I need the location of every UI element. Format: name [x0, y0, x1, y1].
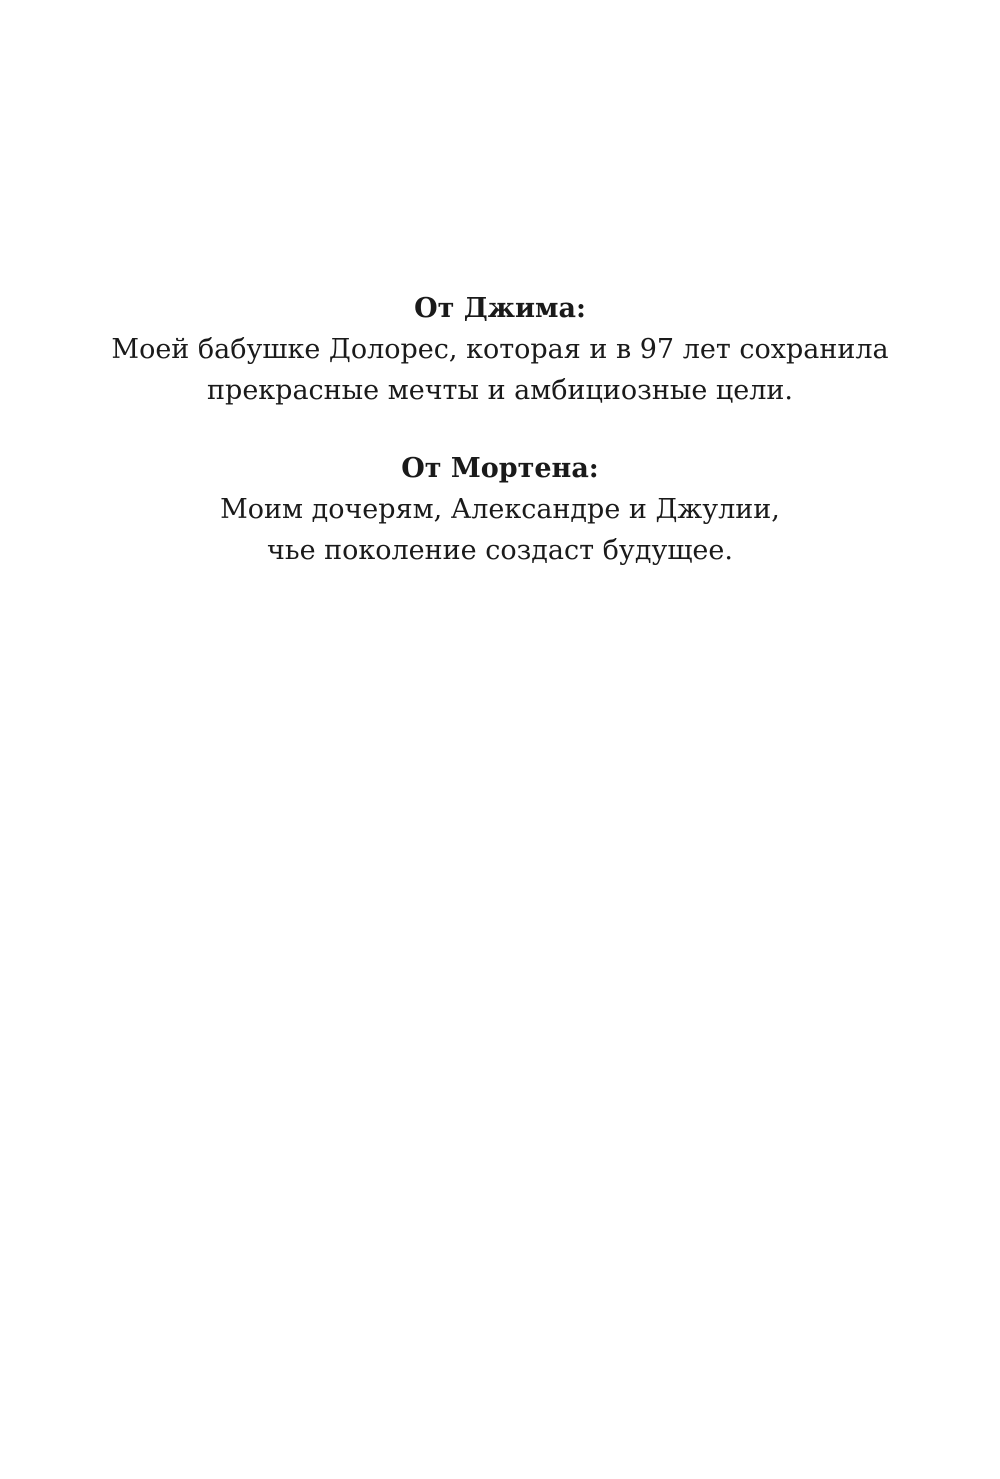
dedication-line: чье поколение создаст будущее. — [267, 535, 733, 566]
dedication-jim — [0, 288, 1000, 411]
dedication-line: Моим дочерям, Александре и Джулии, — [220, 494, 780, 525]
dedication-page — [0, 288, 1000, 571]
dedication-line: прекрасные мечты и амбициозные цели. — [207, 375, 793, 406]
dedication-heading: От Мортена: — [401, 453, 599, 484]
dedication-morten — [0, 448, 1000, 571]
dedication-line: Моей бабушке Долорес, которая и в 97 лет сохранила — [111, 334, 889, 365]
dedication-heading: От Джима: — [414, 293, 586, 324]
